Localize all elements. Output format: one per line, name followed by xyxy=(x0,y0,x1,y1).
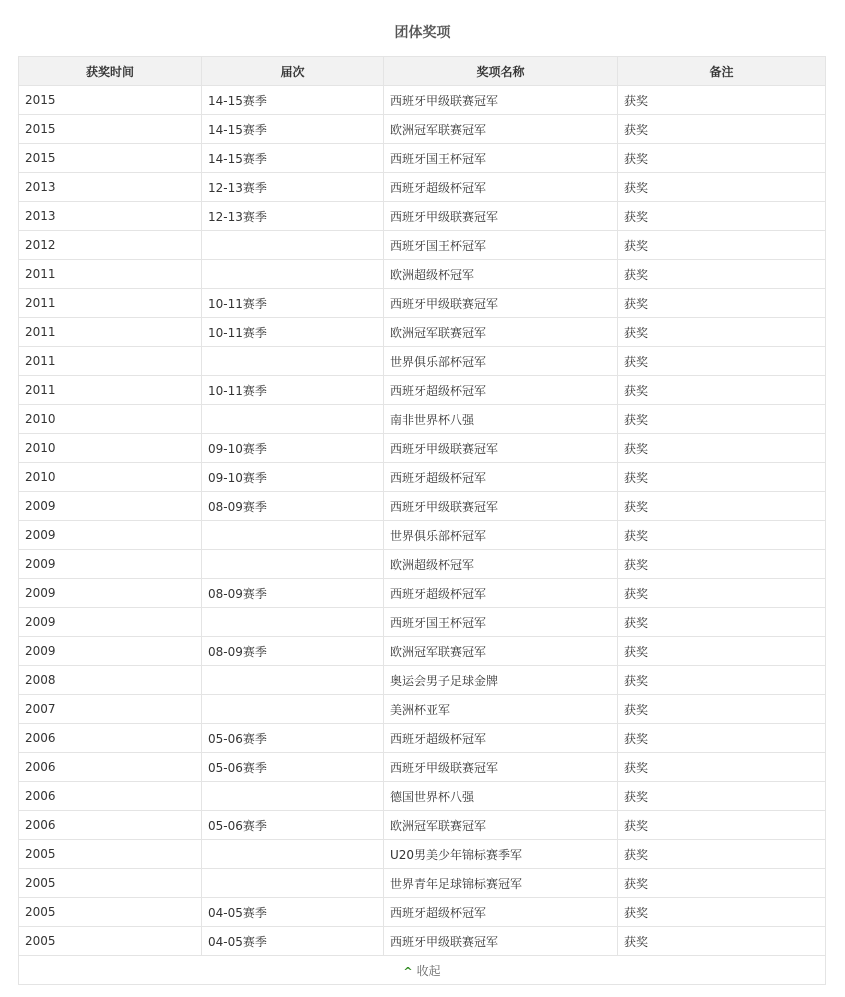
table-row xyxy=(19,608,826,637)
table-row xyxy=(19,173,826,202)
table-row xyxy=(19,898,826,927)
cell-award-name: 西班牙超级杯冠军 xyxy=(384,463,618,492)
cell-note: 获奖 xyxy=(618,405,826,434)
table-row xyxy=(19,782,826,811)
cell-note: 获奖 xyxy=(618,550,826,579)
cell-award-time: 2005 xyxy=(19,869,202,898)
cell-note: 获奖 xyxy=(618,115,826,144)
cell-award-name: 欧洲冠军联赛冠军 xyxy=(384,318,618,347)
cell-award-time: 2006 xyxy=(19,753,202,782)
cell-season xyxy=(202,405,384,434)
cell-note: 获奖 xyxy=(618,434,826,463)
cell-note: 获奖 xyxy=(618,260,826,289)
cell-note: 获奖 xyxy=(618,608,826,637)
cell-award-time: 2007 xyxy=(19,695,202,724)
cell-award-name: 西班牙国王杯冠军 xyxy=(384,231,618,260)
cell-note: 获奖 xyxy=(618,927,826,956)
cell-season: 05-06赛季 xyxy=(202,811,384,840)
header-award-name: 奖项名称 xyxy=(384,57,618,86)
cell-award-time: 2013 xyxy=(19,202,202,231)
cell-award-time: 2009 xyxy=(19,521,202,550)
cell-award-time: 2015 xyxy=(19,144,202,173)
cell-note: 获奖 xyxy=(618,202,826,231)
cell-award-name: 西班牙甲级联赛冠军 xyxy=(384,753,618,782)
table-row xyxy=(19,724,826,753)
cell-note: 获奖 xyxy=(618,782,826,811)
cell-note: 获奖 xyxy=(618,724,826,753)
table-row xyxy=(19,86,826,115)
table-row xyxy=(19,260,826,289)
table-row xyxy=(19,434,826,463)
collapse-button[interactable] xyxy=(19,956,826,985)
cell-season: 04-05赛季 xyxy=(202,927,384,956)
cell-award-name: 西班牙甲级联赛冠军 xyxy=(384,492,618,521)
table-row xyxy=(19,115,826,144)
table-row xyxy=(19,231,826,260)
cell-award-name: 西班牙甲级联赛冠军 xyxy=(384,202,618,231)
cell-season: 08-09赛季 xyxy=(202,579,384,608)
cell-award-time: 2013 xyxy=(19,173,202,202)
cell-award-name: 西班牙超级杯冠军 xyxy=(384,579,618,608)
cell-note: 获奖 xyxy=(618,521,826,550)
cell-award-time: 2006 xyxy=(19,724,202,753)
table-row xyxy=(19,463,826,492)
cell-season: 12-13赛季 xyxy=(202,173,384,202)
cell-note: 获奖 xyxy=(618,579,826,608)
cell-award-name: 西班牙国王杯冠军 xyxy=(384,608,618,637)
cell-season: 04-05赛季 xyxy=(202,898,384,927)
table-row xyxy=(19,811,826,840)
cell-award-name: 欧洲冠军联赛冠军 xyxy=(384,637,618,666)
cell-award-name: 世界俱乐部杯冠军 xyxy=(384,347,618,376)
cell-award-time: 2005 xyxy=(19,898,202,927)
cell-note: 获奖 xyxy=(618,144,826,173)
cell-award-time: 2010 xyxy=(19,463,202,492)
table-row xyxy=(19,840,826,869)
cell-award-time: 2006 xyxy=(19,782,202,811)
cell-season: 09-10赛季 xyxy=(202,463,384,492)
cell-season: 14-15赛季 xyxy=(202,144,384,173)
cell-award-name: 西班牙超级杯冠军 xyxy=(384,376,618,405)
header-note: 备注 xyxy=(618,57,826,86)
cell-award-time: 2005 xyxy=(19,840,202,869)
header-award-time: 获奖时间 xyxy=(19,57,202,86)
cell-award-name: 世界俱乐部杯冠军 xyxy=(384,521,618,550)
cell-award-name: 西班牙超级杯冠军 xyxy=(384,173,618,202)
cell-award-time: 2009 xyxy=(19,608,202,637)
table-row xyxy=(19,347,826,376)
cell-award-name: 西班牙甲级联赛冠军 xyxy=(384,289,618,318)
table-row xyxy=(19,666,826,695)
cell-award-time: 2012 xyxy=(19,231,202,260)
cell-award-time: 2011 xyxy=(19,289,202,318)
section-title: 团体奖项 xyxy=(394,25,451,41)
cell-season xyxy=(202,231,384,260)
cell-note: 获奖 xyxy=(618,86,826,115)
cell-season xyxy=(202,695,384,724)
cell-season: 10-11赛季 xyxy=(202,289,384,318)
table-row xyxy=(19,202,826,231)
cell-note: 获奖 xyxy=(618,173,826,202)
table-row xyxy=(19,521,826,550)
table-row xyxy=(19,318,826,347)
cell-award-name: 西班牙超级杯冠军 xyxy=(384,898,618,927)
cell-season: 05-06赛季 xyxy=(202,724,384,753)
cell-note: 获奖 xyxy=(618,811,826,840)
table-row xyxy=(19,550,826,579)
table-row xyxy=(19,289,826,318)
table-row xyxy=(19,637,826,666)
cell-season xyxy=(202,782,384,811)
cell-season xyxy=(202,869,384,898)
cell-note: 获奖 xyxy=(618,318,826,347)
cell-note: 获奖 xyxy=(618,898,826,927)
cell-season xyxy=(202,666,384,695)
collapse-label: 收起 xyxy=(416,963,441,978)
cell-note: 获奖 xyxy=(618,637,826,666)
cell-award-time: 2009 xyxy=(19,492,202,521)
cell-award-name: 西班牙甲级联赛冠军 xyxy=(384,86,618,115)
cell-season: 12-13赛季 xyxy=(202,202,384,231)
cell-note: 获奖 xyxy=(618,695,826,724)
cell-award-time: 2011 xyxy=(19,347,202,376)
cell-award-name: 西班牙甲级联赛冠军 xyxy=(384,927,618,956)
cell-season xyxy=(202,608,384,637)
cell-award-time: 2015 xyxy=(19,115,202,144)
table-row xyxy=(19,405,826,434)
cell-season xyxy=(202,521,384,550)
cell-award-name: 欧洲超级杯冠军 xyxy=(384,260,618,289)
cell-award-time: 2008 xyxy=(19,666,202,695)
table-row xyxy=(19,579,826,608)
table-header-row xyxy=(19,57,826,86)
cell-note: 获奖 xyxy=(618,869,826,898)
table-row xyxy=(19,492,826,521)
cell-award-time: 2009 xyxy=(19,637,202,666)
cell-award-name: 西班牙超级杯冠军 xyxy=(384,724,618,753)
cell-note: 获奖 xyxy=(618,347,826,376)
cell-season: 08-09赛季 xyxy=(202,637,384,666)
cell-award-time: 2005 xyxy=(19,927,202,956)
cell-season: 08-09赛季 xyxy=(202,492,384,521)
table-row xyxy=(19,927,826,956)
cell-award-time: 2011 xyxy=(19,376,202,405)
cell-award-name: 德国世界杯八强 xyxy=(384,782,618,811)
cell-season: 09-10赛季 xyxy=(202,434,384,463)
cell-award-time: 2011 xyxy=(19,260,202,289)
cell-season: 14-15赛季 xyxy=(202,86,384,115)
cell-note: 获奖 xyxy=(618,231,826,260)
cell-award-time: 2015 xyxy=(19,86,202,115)
cell-note: 获奖 xyxy=(618,753,826,782)
cell-award-name: 欧洲超级杯冠军 xyxy=(384,550,618,579)
cell-award-name: 美洲杯亚军 xyxy=(384,695,618,724)
cell-award-name: 世界青年足球锦标赛冠军 xyxy=(384,869,618,898)
cell-award-time: 2006 xyxy=(19,811,202,840)
chevron-up-icon: ^ xyxy=(403,964,413,978)
cell-season xyxy=(202,260,384,289)
cell-award-name: 欧洲冠军联赛冠军 xyxy=(384,115,618,144)
cell-award-name: 西班牙国王杯冠军 xyxy=(384,144,618,173)
cell-season xyxy=(202,347,384,376)
cell-award-name: 西班牙甲级联赛冠军 xyxy=(384,434,618,463)
cell-season xyxy=(202,840,384,869)
cell-season xyxy=(202,550,384,579)
cell-note: 获奖 xyxy=(618,463,826,492)
awards-table xyxy=(18,56,826,985)
table-row xyxy=(19,695,826,724)
cell-award-name: 南非世界杯八强 xyxy=(384,405,618,434)
cell-note: 获奖 xyxy=(618,376,826,405)
cell-award-name: U20男美少年锦标赛季军 xyxy=(384,840,618,869)
cell-season: 14-15赛季 xyxy=(202,115,384,144)
cell-award-time: 2010 xyxy=(19,434,202,463)
cell-note: 获奖 xyxy=(618,289,826,318)
cell-season: 10-11赛季 xyxy=(202,376,384,405)
table-row xyxy=(19,376,826,405)
cell-note: 获奖 xyxy=(618,840,826,869)
cell-season: 05-06赛季 xyxy=(202,753,384,782)
cell-award-time: 2009 xyxy=(19,579,202,608)
cell-award-time: 2010 xyxy=(19,405,202,434)
cell-season: 10-11赛季 xyxy=(202,318,384,347)
cell-award-time: 2009 xyxy=(19,550,202,579)
table-row xyxy=(19,869,826,898)
cell-note: 获奖 xyxy=(618,492,826,521)
cell-note: 获奖 xyxy=(618,666,826,695)
cell-award-name: 欧洲冠军联赛冠军 xyxy=(384,811,618,840)
cell-award-name: 奥运会男子足球金牌 xyxy=(384,666,618,695)
table-row xyxy=(19,144,826,173)
header-season: 届次 xyxy=(202,57,384,86)
cell-award-time: 2011 xyxy=(19,318,202,347)
table-row xyxy=(19,753,826,782)
